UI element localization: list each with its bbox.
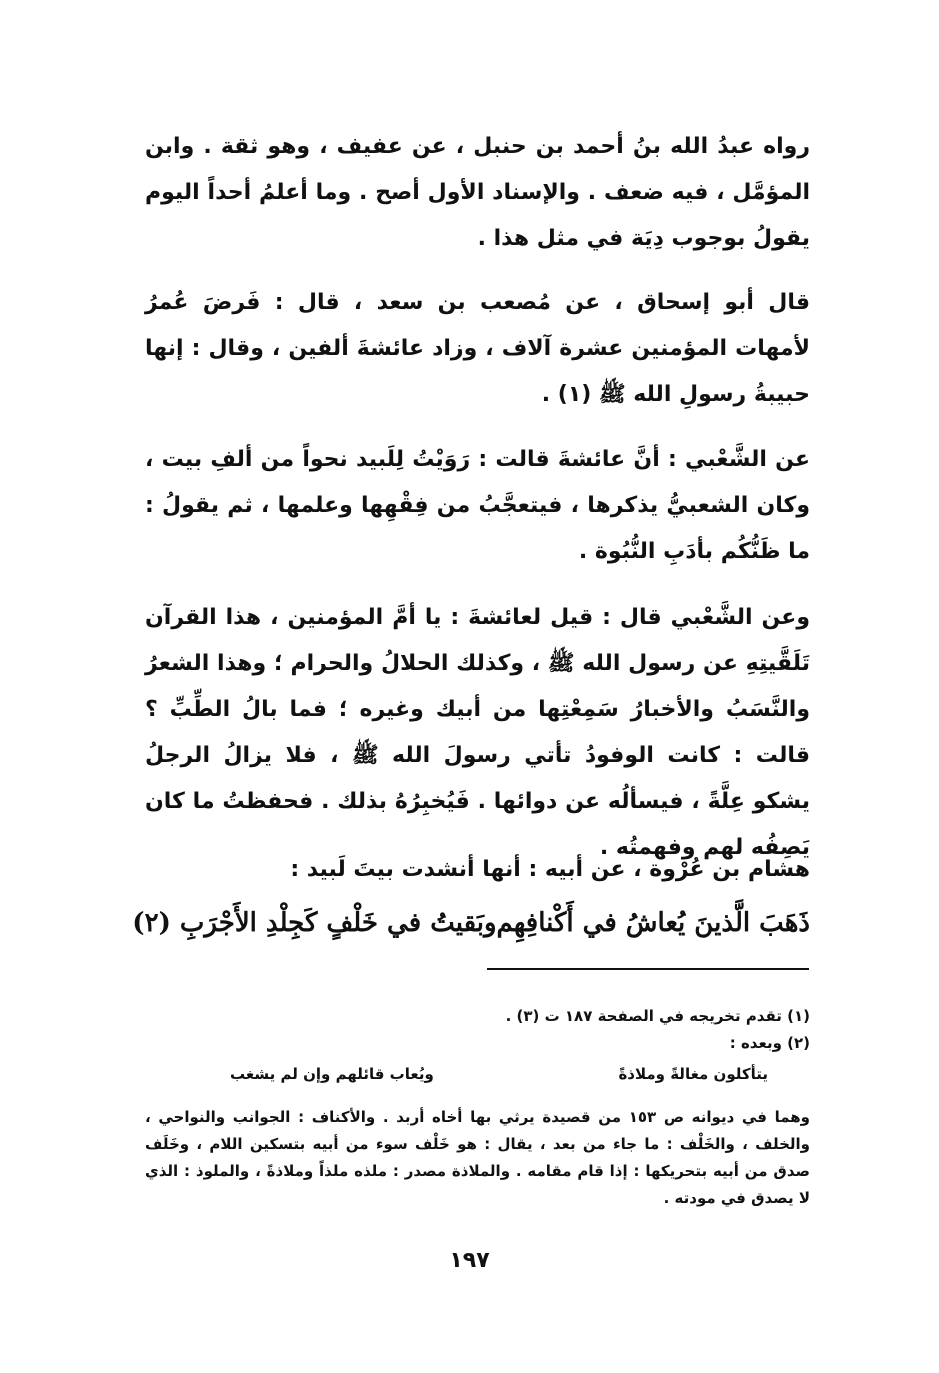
page-number: ١٩٧ [449, 1248, 490, 1273]
paragraph-hisham: هشام بن عُرْوة ، عن أبيه : أنها أنشدت بيتَ لَبيد : [290, 857, 810, 882]
paragraph-abdullah-narration: رواه عبدُ الله بنُ أحمد بن حنبل ، عن عفيف ، وهو ثقة . وابن المؤمَّل ، فيه ضعف . والإسناد الأول أصح . وما أعلمُ أحداً اليوم يقولُ بوجوب دِيَة في مثل هذا . [145, 134, 810, 251]
footnote-2: (٢) وبعده : [729, 1034, 810, 1052]
footnote-verse [230, 1060, 768, 1088]
paragraph-shabi-labid: عن الشَّعْبي : أنَّ عائشةَ قالت : رَوَيْتُ لِلَبيد نحواً من ألفِ بيت ، وكان الشعبيُّ يذكرها ، فيتعجَّبُ من فِقْهِها وعلمها ، ثم يقولُ : ما ظَنُّكُم بأدَبِ النُّبُوة . [145, 447, 810, 564]
footnote-2-commentary: وهما في ديوانه ص ١٥٣ من قصيدة يرثي بها أخاه أربد . والأكناف : الجوانب والنواحي ، والخلف ، والخَلْف : ما جاء من بعد ، يقال : هو خَلْف سوء من أبيه بتسكين اللام ، وخَلَف صدق من أبيه بتحريكها : إذا قام مقامه . والملاذة مصدر : ملذه ملذاً وملاذةً ، والملوذ : الذي لا يصدق في مودته . [145, 1108, 810, 1207]
paragraph-shabi-medicine: وعن الشَّعْبي قال : قيل لعائشةَ : يا أمَّ المؤمنين ، هذا القرآن تَلَقَّيتِهِ عن رسول الله ﷺ ، وكذلك الحلالُ والحرام ؛ وهذا الشعرُ والنَّسَبُ والأخبارُ سَمِعْتِها من أبيك وغيره ؛ فما بالُ الطِّبِّ ؟ قالت : كانت الوفودُ تأتي رسولَ الله ﷺ ، فلا يزالُ الرجلُ يشكو عِلَّةً ، فيسألُه عن دوائها . فَيُخبِرُهُ بذلك . فحفظتُ ما كان يَصِفُه لهم وفهمتُه . [145, 605, 810, 860]
footnote-verse-first: يتأكلون مغالةً وملاذةً [618, 1065, 768, 1083]
footnote-1: (١) تقدم تخريجه في الصفحة ١٨٧ ت (٣) . [505, 1007, 810, 1025]
verse-first-hemistich: ذَهَبَ الَّذينَ يُعاشُ في أَكْنافِهِم [496, 908, 810, 938]
verse-second-hemistich: وبَقيتُ في خَلْفٍ كَجِلْدِ الأَجْرَبِ (٢) [132, 908, 497, 938]
poem-verse [132, 898, 810, 948]
footnote-verse-second: ويُعاب قائلهم وإن لم يشغب [230, 1065, 434, 1083]
footnote-separator [487, 968, 809, 970]
paragraph-abu-ishaq: قال أبو إسحاق ، عن مُصعب بن سعد ، قال : فَرضَ عُمرُ لأمهات المؤمنين عشرة آلاف ، وزاد عائشةَ ألفين ، وقال : إنها حبيبةُ رسولِ الله ﷺ (١) . [145, 290, 810, 407]
